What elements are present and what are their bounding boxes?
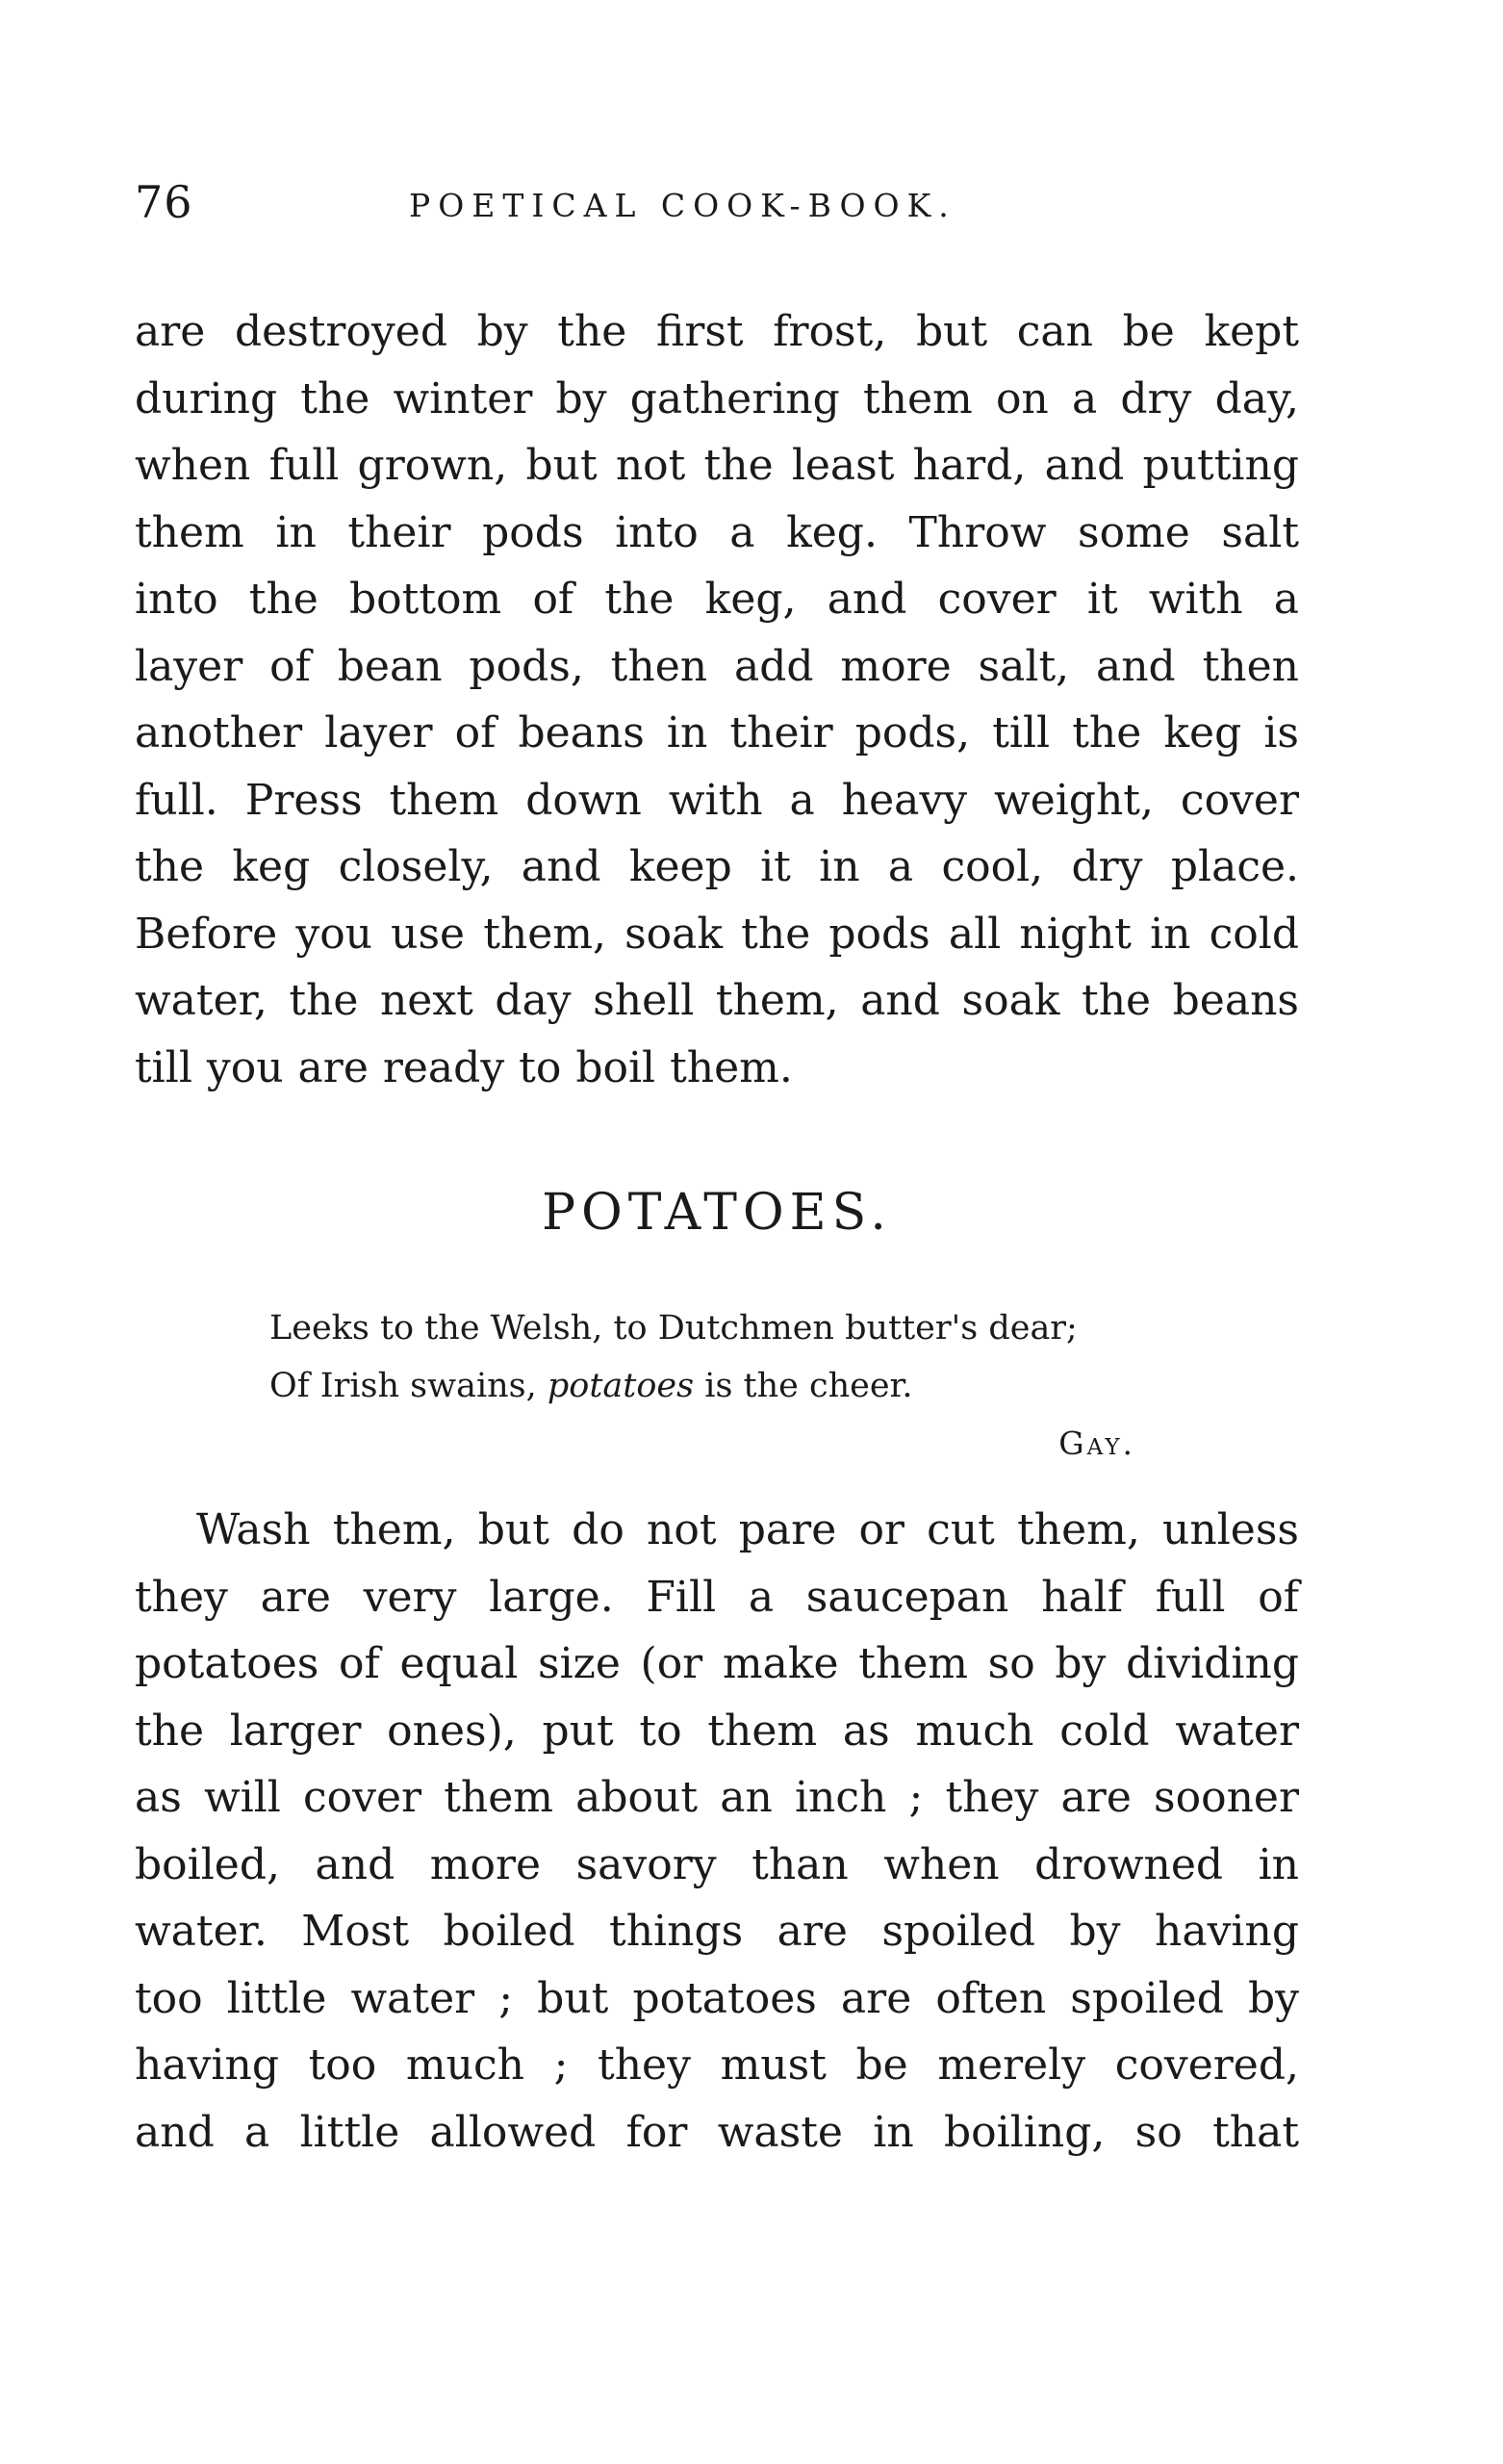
epigraph <box>269 1299 1193 1473</box>
text-line: are destroyed by the first frost, but can be kept <box>135 307 1299 356</box>
text-line: Wash them, but do not pare or cut them, unless <box>196 1505 1299 1554</box>
text-line: into the bottom of the keg, and cover it with a <box>135 575 1299 624</box>
text-line: the keg closely, and keep it in a cool, dry place. <box>135 842 1299 891</box>
text-line: as will cover them about an inch ; they are sooner <box>135 1773 1299 1822</box>
text-line: the larger ones), put to them as much cold water <box>135 1706 1299 1756</box>
section-title: POTATOES. <box>542 1184 892 1242</box>
text-line: layer of bean pods, then add more salt, and then <box>135 641 1299 691</box>
running-title: POETICAL COOK-BOOK. <box>409 187 956 224</box>
epigraph-text: Of Irish swains, <box>269 1367 548 1405</box>
page-number: 76 <box>135 176 193 228</box>
text-line: during the winter by gathering them on a dry day, <box>135 373 1299 424</box>
epigraph-author: Gay. <box>1058 1424 1135 1462</box>
epigraph-text: is the cheer. <box>694 1367 913 1405</box>
text-line: till you are ready to boil them. <box>135 1042 793 1092</box>
text-line: and a little allowed for waste in boiling, so that <box>135 2107 1299 2157</box>
epigraph-line: Leeks to the Welsh, to Dutchmen butter's dear; <box>269 1309 1078 1348</box>
page-header <box>135 173 1309 231</box>
text-line: potatoes of equal size (or make them so by dividing <box>135 1639 1299 1688</box>
text-line: when full grown, but not the least hard, and putting <box>135 441 1299 490</box>
text-line: Before you use them, soak the pods all night in cold <box>135 909 1299 959</box>
text-line: boiled, and more savory than when drowned in <box>135 1839 1299 1889</box>
text-line: water. Most boiled things are spoiled by having <box>135 1907 1299 1956</box>
text-line: having too much ; they must be merely covered, <box>135 2040 1299 2090</box>
continued-paragraph <box>135 298 1299 1101</box>
epigraph-italic-word: potatoes <box>547 1367 695 1405</box>
text-line: another layer of beans in their pods, till the keg is <box>135 708 1299 757</box>
text-line: them in their pods into a keg. Throw some salt <box>135 507 1299 557</box>
recipe-paragraph <box>135 1497 1299 2166</box>
text-line: water, the next day shell them, and soak the beans <box>135 976 1299 1025</box>
text-line: too little water ; but potatoes are often spoiled by <box>135 1973 1299 2023</box>
text-line: full. Press them down with a heavy weight, cover <box>135 775 1299 825</box>
epigraph-line <box>269 1357 1193 1415</box>
text-line: they are very large. Fill a saucepan half full of <box>135 1572 1299 1622</box>
